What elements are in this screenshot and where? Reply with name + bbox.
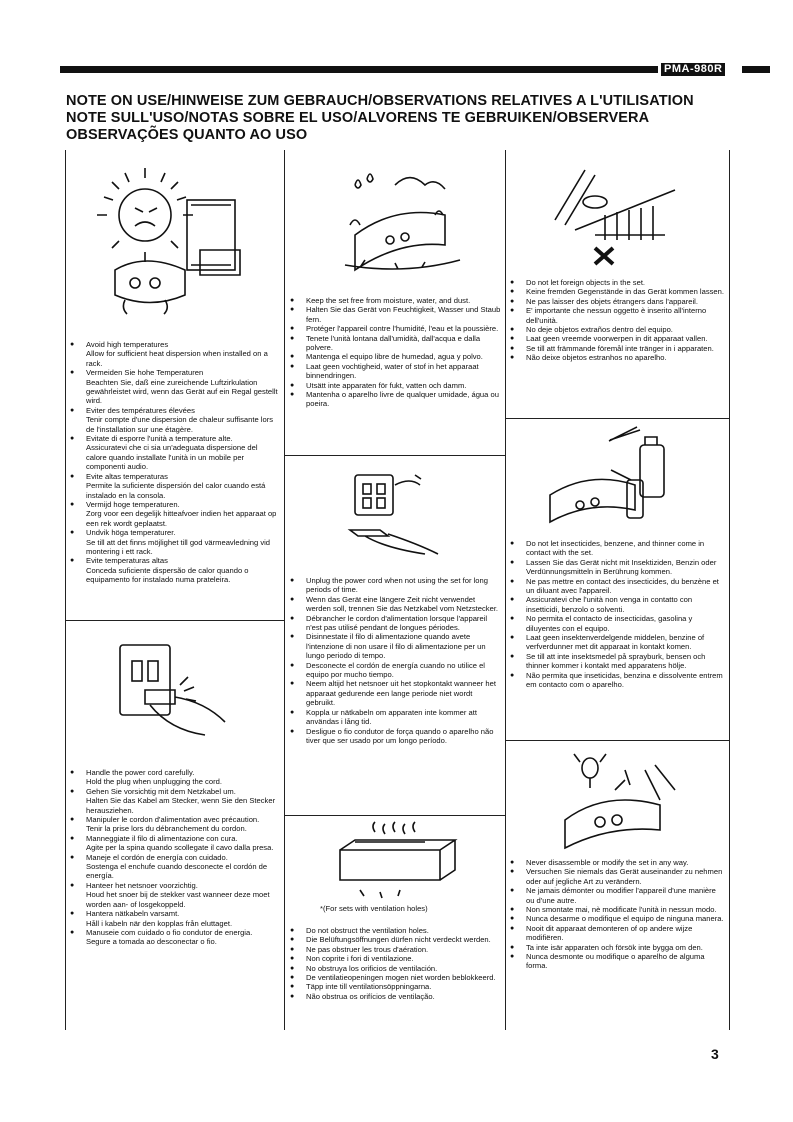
power-cord-illustration [110,635,240,745]
notes-grid [65,150,730,1030]
title-line: OBSERVAÇÕES QUANTO AO USO [66,127,308,143]
note-item: ● Débrancher le cordon d'alimentation lorsque l'appareil n'est pas utilisé pendant de longues périodes. [288,614,502,633]
note-item: ● Se till att främmande föremål inte tränger in i apparaten. [508,344,726,353]
note-item: ● Avoid high temperatures Allow for sufficient heat dispersion when installed on a rack. [68,340,280,368]
note-item: ● Handle the power cord carefully. Hold the plug when unplugging the cord. [68,768,280,787]
note-item: ● Disinnestate il filo di alimentazione quando avete l'intenzione di non usare il filo di alimentazione per un lungo periodo di tempo. [288,632,502,660]
note-item: ● Mantenga el equipo libre de humedad, agua y polvo. [288,352,502,361]
moisture-illustration [335,165,465,280]
note-item: ● Não obstrua os orifícios de ventilação. [288,992,502,1001]
note-item: ● Ne pas obstruer les trous d'aération. [288,945,502,954]
note-item: ● Hantera nätkabeln varsamt. Håll i kabeln när den kopplas från eluttaget. [68,909,280,928]
note-item: ● Do not let foreign objects in the set. [508,278,726,287]
note-item: ● Maneje el cordón de energía con cuidado. Sostenga el enchufe cuando desconecte el cordón de energía. [68,853,280,881]
note-item: ● Manuseie com cuidado o fio condutor de energia. Segure a tomada ao desconectar o fio. [68,928,280,947]
header-rule [60,66,658,73]
note-item: ● Hanteer het netsnoer voorzichtig. Houd het snoer bij de stekker vast wanneer deze moet worden aan- of losgekoppeld. [68,881,280,909]
note-item: ● Nunca desarme o modifique el equipo de ninguna manera. [508,914,726,923]
note-item: ● Koppla ur nätkabeln om apparaten inte kommer att användas i lång tid. [288,708,502,727]
note-item: ● Undvik höga temperaturer. Se till att det finns möjlighet till god värmeavledning vid montering i ett rack. [68,528,280,556]
sun-heat-illustration [95,160,255,330]
title-line: NOTE SULL'USO/NOTAS SOBRE EL USO/ALVORENS TE GEBRUIKEN/OBSERVERA [66,110,650,126]
foreign-objects-illustration [535,160,685,270]
note-item: ● No obstruya los orificios de ventilación. [288,964,502,973]
note-item: ● Gehen Sie vorsichtig mit dem Netzkabel um. Halten Sie das Kabel am Stecker, wenn Sie den Stecker herausziehen. [68,787,280,815]
note-item: ● Ne pas laisser des objets étrangers dans l'appareil. [508,297,726,306]
note-item: ● Tenete l'unità lontana dall'umidità, dall'acqua e dalla polvere. [288,334,502,353]
note-item: ● Assicuratevi che l'unità non venga in contatto con insetticidi, benzolo o solventi. [508,595,726,614]
grid-line [284,455,506,456]
note-item: ● Desconecte el cordón de energía cuando no utilice el equipo por mucho tiempo. [288,661,502,680]
note-item: ● Não deixe objetos estranhos no aparelho. [508,353,726,362]
disassemble-notes [508,858,726,971]
note-item: ● Laat geen vreemde voorwerpen in dit apparaat vallen. [508,334,726,343]
note-item: ● Se till att inte insektsmedel på sprayburk, bensen och thinner kommer i kontakt med apparatens hölje. [508,652,726,671]
note-item: ● Wenn das Gerät eine längere Zeit nicht verwendet werden soll, trennen Sie das Netzkabel vom Netzstecker. [288,595,502,614]
grid-line [65,620,285,621]
note-item: ● Manipuler le cordon d'alimentation avec précaution. Tenir la prise lors du débranchement du cordon. [68,815,280,834]
insecticide-notes [508,539,726,690]
insecticide-illustration [545,425,685,535]
note-item: ● Never disassemble or modify the set in any way. [508,858,726,867]
note-item: ● Nunca desmonte ou modifique o aparelho de alguma forma. [508,952,726,971]
unplug-illustration [345,470,455,555]
note-item: ● Ne jamais démonter ou modifier l'appareil d'une manière ou d'une autre. [508,886,726,905]
note-item: ● Laat geen vochtigheid, water of stof in het apparaat binnendringen. [288,362,502,381]
note-item: ● Versuchen Sie niemals das Gerät auseinander zu nehmen oder auf jegliche Art zu verändern. [508,867,726,886]
disassemble-illustration [555,750,685,850]
note-item: ● E' importante che nessun oggetto è inserito all'interno dell'unità. [508,306,726,325]
foreign-objects-notes [508,278,726,363]
note-item: ● Neem altijd het netsnoer uit het stopkontakt wanneer het apparaat gedurende een lange periode niet wordt gebruikt. [288,679,502,707]
note-item: ● Lassen Sie das Gerät nicht mit Insektiziden, Benzin oder Verdünnungsmitteln in Berührung kommen. [508,558,726,577]
note-item: ● De ventilatieopeningen mogen niet worden beblokkeerd. [288,973,502,982]
page-title [66,93,706,144]
unplug-notes [288,576,502,745]
note-item: ● Evite altas temperaturas Permite la suficiente dispersión del calor cuando está instalado en la consola. [68,472,280,500]
note-item: ● Ne pas mettre en contact des insecticides, du benzène et un diluant avec l'appareil. [508,577,726,596]
moisture-notes [288,296,502,409]
title-line: NOTE ON USE/HINWEISE ZUM GEBRAUCH/OBSERVATIONS RELATIVES A L'UTILISATION [66,93,694,109]
model-name: PMA-980R [661,63,725,76]
note-item: ● Mantenha o aparelho livre de qualquer umidade, água ou poeira. [288,390,502,409]
note-item: ● Não permita que inseticidas, benzina e dissolvente entrem em contacto com o aparelho. [508,671,726,690]
grid-line [284,815,506,816]
note-item: ● Desligue o fio condutor de força quando o aparelho não tiver que ser usado por um longo período. [288,727,502,746]
cord-notes [68,768,280,947]
note-item: ● No permita el contacto de insecticidas, gasolina y diluyentes con el equipo. [508,614,726,633]
grid-line [65,150,66,1030]
heat-notes [68,340,280,585]
note-item: ● Manneggiate il filo di alimentazione con cura. Agite per la spina quando scollegate il cavo dalla presa. [68,834,280,853]
note-item: ● Vermijd hoge temperaturen. Zorg voor een degelijk hitteafvoer indien het apparaat op een rek wordt geplaatst. [68,500,280,528]
note-item: ● Do not let insecticides, benzene, and thinner come in contact with the set. [508,539,726,558]
note-item: ● Keine fremden Gegenstände in das Gerät kommen lassen. [508,287,726,296]
note-item: ● Täpp inte till ventilationsöppningarna. [288,982,502,991]
grid-line [284,150,285,1030]
note-item: ● Utsätt inte apparaten för fukt, vatten och damm. [288,381,502,390]
note-item: ● Evitate di esporre l'unità a temperature alte. Assicuratevi che ci sia un'adeguata dispersione del calore quando installate l'unità in un mobile per componenti audio. [68,434,280,472]
grid-line [505,150,506,1030]
note-item: ● Unplug the power cord when not using the set for long periods of time. [288,576,502,595]
note-item: ● Halten Sie das Gerät von Feuchtigkeit, Wasser und Staub fern. [288,305,502,324]
ventilation-notes [288,926,502,1001]
note-item: ● Eviter des températures élevées Tenir compte d'une dispersion de chaleur suffisante lors de l'installation sur une étagère. [68,406,280,434]
note-item: ● Die Belüftungsöffnungen dürfen nicht verdeckt werden. [288,935,502,944]
note-item: ● Non smontate mai, nè modificate l'unità in nessun modo. [508,905,726,914]
page-number: 3 [711,1046,719,1062]
ventilation-illustration [330,820,460,900]
note-item: ● Do not obstruct the ventilation holes. [288,926,502,935]
grid-line [505,418,730,419]
note-item: ● Nooit dit apparaat demonteren of op andere wijze modifiëren. [508,924,726,943]
grid-line [505,740,730,741]
note-item: ● No deje objetos extraños dentro del equipo. [508,325,726,334]
ventilation-footnote: *(For sets with ventilation holes) [320,904,428,913]
grid-line [729,150,730,1030]
note-item: ● Vermeiden Sie hohe Temperaturen Beachten Sie, daß eine zureichende Luftzirkulation gewährleistet wird, wenn das Gerät auf ein Regal gestellt wird. [68,368,280,406]
header-rule-end [742,66,770,73]
note-item: ● Protéger l'appareil contre l'humidité, l'eau et la poussière. [288,324,502,333]
note-item: ● Keep the set free from moisture, water, and dust. [288,296,502,305]
note-item: ● Non coprite i fori di ventilazione. [288,954,502,963]
note-item: ● Laat geen insektenverdelgende middelen, benzine of verfverdunner met dit apparaat in kontakt komen. [508,633,726,652]
note-item: ● Ta inte isär apparaten och försök inte bygga om den. [508,943,726,952]
note-item: ● Evite temperaturas altas Conceda suficiente dispersão de calor quando o equipamento for instalado numa prateleira. [68,556,280,584]
